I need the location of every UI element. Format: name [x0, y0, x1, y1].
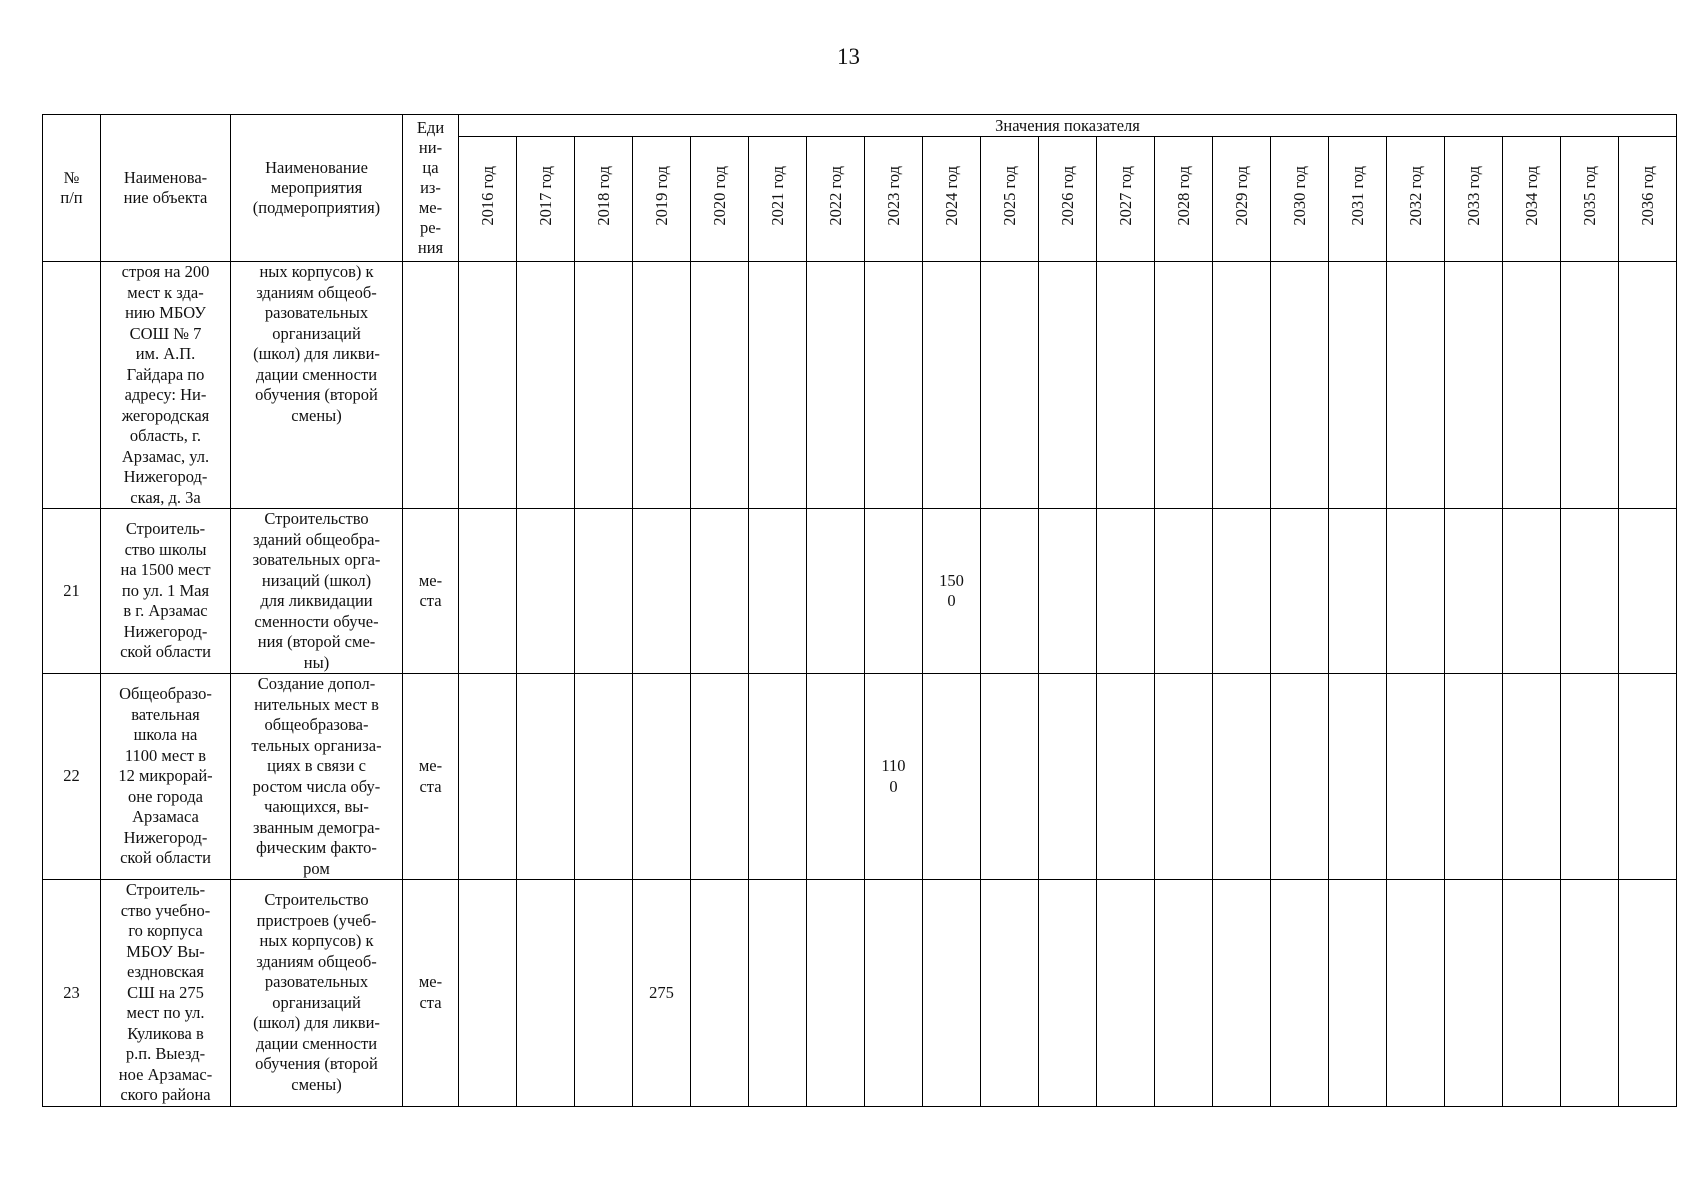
value-cell [1561, 880, 1619, 1107]
unit-cell: ме- ста [403, 674, 459, 880]
header-values-group: Значения показателя [459, 115, 1677, 137]
value-cell [575, 509, 633, 674]
value-cell [517, 509, 575, 674]
value-cell [1561, 262, 1619, 509]
value-cell [865, 262, 923, 509]
header-year [981, 137, 1039, 262]
table-row [43, 674, 1677, 880]
value-cell [1387, 509, 1445, 674]
value-cell [1503, 262, 1561, 509]
value-cell [1561, 674, 1619, 880]
value-cell [1329, 509, 1387, 674]
value-cell: 110 0 [865, 674, 923, 880]
value-cell [1271, 509, 1329, 674]
header-year-label: 2024 год [941, 166, 961, 227]
value-cell [517, 880, 575, 1107]
value-cell [1097, 262, 1155, 509]
header-year-label: 2025 год [999, 166, 1019, 227]
measure-name-cell: Создание допол- нительных мест в общеобразова- тельных организа- циях в связи с ростом числа обу- чающихся, вы- званным демогра- фическим факто- ром [231, 674, 403, 880]
value-cell [1387, 674, 1445, 880]
value-cell [633, 509, 691, 674]
value-cell [1619, 509, 1677, 674]
header-measure-name: Наименование мероприятия (подмероприятия) [231, 115, 403, 262]
value-cell [749, 262, 807, 509]
unit-cell: ме- ста [403, 509, 459, 674]
header-year-label: 2034 год [1521, 166, 1541, 227]
object-name-cell: Строитель- ство школы на 1500 мест по ул. 1 Мая в г. Арзамас Нижегород- ской области [101, 509, 231, 674]
header-year-label: 2016 год [477, 166, 497, 227]
header-year [1561, 137, 1619, 262]
header-year-label: 2019 год [651, 166, 671, 227]
value-cell [865, 880, 923, 1107]
header-year-label: 2022 год [825, 166, 845, 227]
value-cell [1329, 880, 1387, 1107]
header-year-label: 2035 год [1579, 166, 1599, 227]
measure-name-cell: ных корпусов) к зданиям общеоб- разовательных организаций (школ) для ликви- дации сменности обучения (второй смены) [231, 262, 403, 509]
header-year [1271, 137, 1329, 262]
value-cell [923, 674, 981, 880]
table-row [43, 880, 1677, 1107]
value-cell [807, 509, 865, 674]
header-year-label: 2033 год [1463, 166, 1483, 227]
header-year [1155, 137, 1213, 262]
header-year [865, 137, 923, 262]
table-header [43, 115, 1677, 262]
value-cell [981, 674, 1039, 880]
value-cell [1271, 262, 1329, 509]
unit-cell: ме- ста [403, 880, 459, 1107]
value-cell [1387, 262, 1445, 509]
header-year [749, 137, 807, 262]
object-name-cell: строя на 200 мест к зда- нию МБОУ СОШ № 7 им. А.П. Гайдара по адресу: Ни- жегородская область, г. Арзамас, ул. Нижегород- ская, д. 3а [101, 262, 231, 509]
value-cell [1097, 674, 1155, 880]
value-cell [1039, 674, 1097, 880]
indicator-table [42, 114, 1677, 1107]
header-year [1445, 137, 1503, 262]
value-cell [517, 262, 575, 509]
table-body [43, 262, 1677, 1107]
header-year-label: 2030 год [1289, 166, 1309, 227]
value-cell [1271, 880, 1329, 1107]
object-name-cell: Строитель- ство учебно- го корпуса МБОУ Вы- ездновская СШ на 275 мест по ул. Куликова в р.п. Выезд- ное Арзамас- ского района [101, 880, 231, 1107]
header-year-label: 2028 год [1173, 166, 1193, 227]
header-year [691, 137, 749, 262]
value-cell [749, 509, 807, 674]
header-year-label: 2020 год [709, 166, 729, 227]
measure-name-cell: Строительство зданий общеобра- зовательных орга- низаций (школ) для ликвидации сменности обуче- ния (второй сме- ны) [231, 509, 403, 674]
header-year-label: 2029 год [1231, 166, 1251, 227]
value-cell [923, 880, 981, 1107]
row-number-cell: 21 [43, 509, 101, 674]
value-cell [1213, 880, 1271, 1107]
value-cell [1039, 262, 1097, 509]
value-cell [981, 880, 1039, 1107]
value-cell [749, 674, 807, 880]
value-cell [1387, 880, 1445, 1107]
value-cell [923, 262, 981, 509]
header-year [633, 137, 691, 262]
table-row [43, 262, 1677, 509]
table-row [43, 509, 1677, 674]
value-cell [1155, 880, 1213, 1107]
value-cell [1619, 674, 1677, 880]
value-cell [1213, 262, 1271, 509]
header-year-label: 2023 год [883, 166, 903, 227]
value-cell [1097, 880, 1155, 1107]
value-cell [1503, 674, 1561, 880]
header-year-label: 2026 год [1057, 166, 1077, 227]
value-cell [517, 674, 575, 880]
page-number: 13 [837, 44, 860, 69]
row-number-cell: 23 [43, 880, 101, 1107]
value-cell: 150 0 [923, 509, 981, 674]
value-cell [459, 880, 517, 1107]
value-cell [575, 880, 633, 1107]
header-year [1619, 137, 1677, 262]
header-year [1097, 137, 1155, 262]
object-name-cell: Общеобразо- вательная школа на 1100 мест в 12 микрорай- оне города Арзамаса Нижегород- ской области [101, 674, 231, 880]
value-cell [981, 262, 1039, 509]
value-cell [1445, 880, 1503, 1107]
value-cell [1155, 509, 1213, 674]
value-cell [1155, 262, 1213, 509]
header-year-label: 2027 год [1115, 166, 1135, 227]
value-cell [575, 262, 633, 509]
header-year-label: 2031 год [1347, 166, 1367, 227]
value-cell [1503, 509, 1561, 674]
header-year [517, 137, 575, 262]
value-cell [1039, 509, 1097, 674]
header-year-label: 2032 год [1405, 166, 1425, 227]
header-year [807, 137, 865, 262]
value-cell [1097, 509, 1155, 674]
value-cell [633, 262, 691, 509]
value-cell [633, 674, 691, 880]
value-cell [691, 509, 749, 674]
header-year [1387, 137, 1445, 262]
row-number-cell [43, 262, 101, 509]
header-year [1329, 137, 1387, 262]
header-year [459, 137, 517, 262]
header-unit: Еди ни- ца из- ме- ре- ния [403, 115, 459, 262]
header-no: № п/п [43, 115, 101, 262]
header-year-label: 2017 год [535, 166, 555, 227]
header-year [1039, 137, 1097, 262]
value-cell [807, 880, 865, 1107]
value-cell [1329, 262, 1387, 509]
value-cell: 275 [633, 880, 691, 1107]
value-cell [749, 880, 807, 1107]
measure-name-cell: Строительство пристроев (учеб- ных корпусов) к зданиям общеоб- разовательных организаций (школ) для ликви- дации сменности обучения (второй смены) [231, 880, 403, 1107]
value-cell [1619, 880, 1677, 1107]
value-cell [1213, 674, 1271, 880]
value-cell [459, 262, 517, 509]
header-year [923, 137, 981, 262]
value-cell [807, 674, 865, 880]
value-cell [459, 509, 517, 674]
value-cell [1445, 509, 1503, 674]
header-year [1503, 137, 1561, 262]
value-cell [691, 262, 749, 509]
value-cell [1329, 674, 1387, 880]
header-year-label: 2036 год [1637, 166, 1657, 227]
value-cell [1039, 880, 1097, 1107]
header-year-label: 2018 год [593, 166, 613, 227]
value-cell [459, 674, 517, 880]
value-cell [1561, 509, 1619, 674]
header-year-label: 2021 год [767, 166, 787, 227]
value-cell [1271, 674, 1329, 880]
value-cell [575, 674, 633, 880]
value-cell [1155, 674, 1213, 880]
value-cell [1445, 674, 1503, 880]
value-cell [807, 262, 865, 509]
value-cell [981, 509, 1039, 674]
value-cell [1503, 880, 1561, 1107]
header-year [1213, 137, 1271, 262]
header-object-name: Наименова- ние объекта [101, 115, 231, 262]
value-cell [1619, 262, 1677, 509]
value-cell [1445, 262, 1503, 509]
value-cell [865, 509, 923, 674]
row-number-cell: 22 [43, 674, 101, 880]
unit-cell [403, 262, 459, 509]
value-cell [691, 880, 749, 1107]
value-cell [691, 674, 749, 880]
value-cell [1213, 509, 1271, 674]
header-year [575, 137, 633, 262]
